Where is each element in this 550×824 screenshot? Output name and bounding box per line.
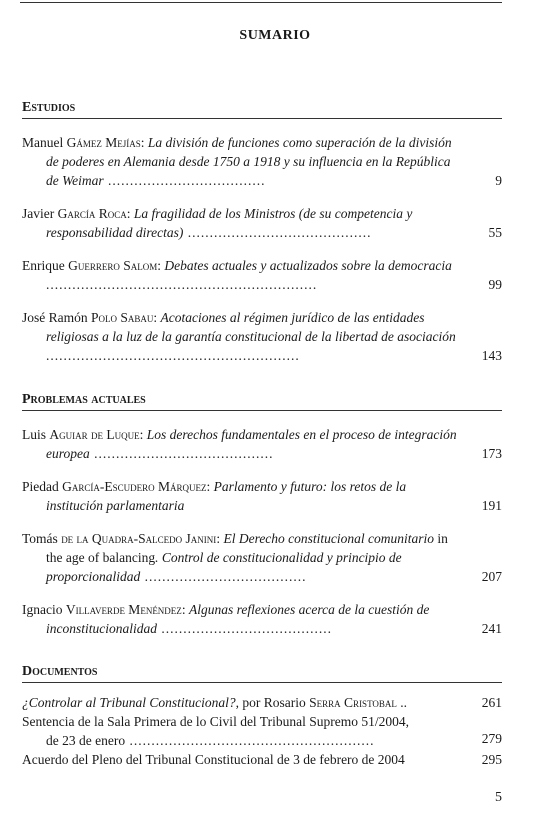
page-number: 173 [481,446,502,461]
page-number: 241 [481,621,502,636]
entry-title-part: El Derecho constitucional comunitario [223,531,435,546]
author-surname: de la Quadra-Salcedo Janini [61,531,217,546]
doc-by: , por Rosario [235,695,310,710]
folio-page-number: 5 [495,790,502,805]
entry-title: Algunas reflexiones acerca de la cuestión de inconstitucionalidad [46,602,430,636]
entry-title: Los derechos fundamentales en el proceso de integración europea [46,427,457,461]
author-first: Ignacio [22,602,66,617]
separator: : [140,135,148,150]
leader-dots: .. [396,695,408,710]
toc-entry[interactable] [22,425,502,463]
doc-entry[interactable] [22,750,502,769]
toc-entry[interactable] [22,256,502,294]
author-surname: García-Escudero Márquez [62,479,207,494]
author-first: Piedad [22,479,63,494]
entry-title: Parlamento y futuro: los retos de la institución parlamentaria [46,479,407,513]
toc-entry[interactable] [22,477,502,515]
leader-dots: .................................... [103,173,266,188]
toc-entry[interactable] [22,600,502,638]
toc-entry[interactable] [22,308,502,365]
author-first: José Ramón [22,310,91,325]
author-first: Tomás [22,531,62,546]
leader-dots: ..................................... [140,569,307,584]
doc-line: de 23 de enero [46,733,126,748]
leader-dots: ........................................................ [125,733,375,748]
doc-title: ¿Controlar al Tribunal Constitucional? [22,695,236,710]
doc-entry[interactable] [22,693,502,712]
entry-title: Acotaciones al régimen jurídico de las entidades religiosas a la luz de la garantía constitucional de la libertad de asociación [46,310,456,344]
page-title: SUMARIO [239,28,311,43]
page-number: 143 [481,348,502,363]
author-surname: García Roca [57,206,127,221]
author-surname: Villaverde Menéndez [65,602,182,617]
leader-dots: ......................................... [89,446,274,461]
separator: : [157,258,165,273]
section-problemas-actuales [22,392,502,652]
top-rule [20,2,502,3]
page-number: 99 [488,277,502,292]
section-heading: Documentos [22,664,502,683]
leader-dots: .......................................................... [46,348,300,363]
separator: : [153,310,161,325]
author-first: Javier [22,206,58,221]
section-heading: Estudios [22,100,502,119]
page-number: 295 [481,752,502,767]
author-surname: Guerrero Salom [68,258,158,273]
author-first: Luis [22,427,50,442]
doc-line: Sentencia de la Sala Primera de lo Civil del Tribunal Supremo 51/2004, [22,714,409,729]
section-estudios [22,100,502,379]
entry-title: La división de funciones como superación de la división de poderes en Alemania desde 1750 a 1918 y su influencia en la República de Weimar [46,135,452,188]
doc-author-surname: Serra Cristobal [309,695,397,710]
author-first: Enrique [22,258,69,273]
doc-line: Acuerdo del Pleno del Tribunal Constitucional de 3 de febrero de 2004 [22,752,405,767]
toc-entry[interactable] [22,133,502,190]
author-surname: Aguiar de Luque [49,427,140,442]
page-number: 9 [495,173,502,188]
entry-title: Debates actuales y actualizados sobre la democracia [164,258,452,273]
author-surname: Polo Sabau [91,310,154,325]
doc-entry[interactable] [22,712,502,750]
page-number: 191 [481,498,502,513]
page-number: 261 [481,695,502,710]
section-documentos [22,664,502,769]
page-number: 207 [481,569,502,584]
toc-entry[interactable] [22,204,502,242]
separator: : [181,602,189,617]
entry-title-part: . Control de constitucionalidad y principio de proporcionalidad [46,550,402,584]
entry-title-part: in the age of balancing [46,531,448,565]
entry-title: La fragilidad de los Ministros (de su competencia y responsabilidad directas) [46,206,413,240]
leader-dots: ....................................... [157,621,332,636]
page-number: 55 [488,225,502,240]
leader-dots: .......................................... [183,225,372,240]
toc-entry[interactable] [22,529,502,586]
separator: : [216,531,224,546]
page-number: 279 [481,731,502,746]
author-first: Manuel [22,135,67,150]
author-surname: Gámez Mejías [66,135,141,150]
separator: : [139,427,147,442]
separator: : [126,206,134,221]
section-heading: Problemas actuales [22,392,502,411]
separator: : [206,479,214,494]
leader-dots: .............................................................. [46,277,318,292]
